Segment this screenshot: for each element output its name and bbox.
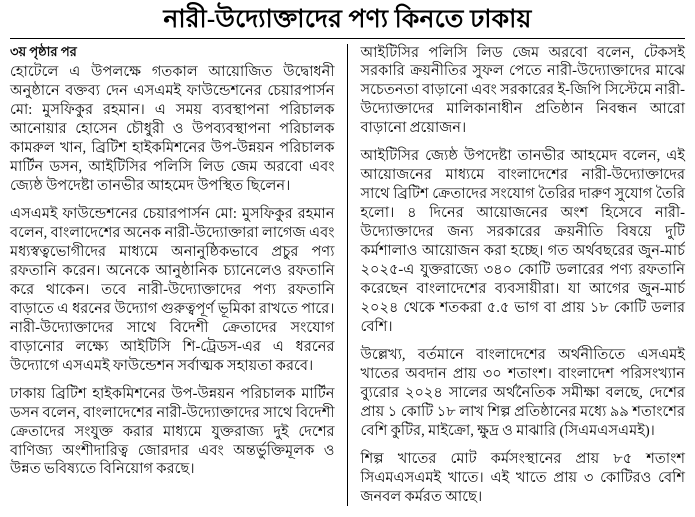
left-column (10, 44, 348, 506)
paragraph: আইটিসির পলিসি লিড জেম অরবো বলেন, টেকসই সরকারি ক্রয়নীতির সুফল পেতে নারী-উদ্যোক্তাদের মাঝে সচেতনতা বাড়ানো এবং সরকারের ই-জিপি সিস্টেমে নারী-উদ্যোক্তাদের মালিকানাধীন প্রতিষ্ঠান নিবন্ধন আরো বাড়ানো প্রয়োজন। (360, 44, 685, 137)
page-title: নারী-উদ্যোক্তাদের পণ্য কিনতে ঢাকায় (163, 6, 532, 33)
paragraph: এসএমই ফাউন্ডেশনের চেয়ারপার্সন মো: মুসফিকুর রহমান বলেন, বাংলাদেশের অনেক নারী-উদ্যোক্তারা লাগেজ এবং মধ্যস্বত্বভোগীদের মাধ্যমে অনানুষ্ঠিকভাবে প্রচুর পণ্য রফতানি করেন। অনেকে আনুষ্ঠানিক চ্যানেলেও রফতানি করে থাকেন। তবে নারী-উদ্যোক্তাদের পণ্য রফতানি বাড়াতে এ ধরনের উদ্যোগ গুরুত্বপূর্ণ ভূমিকা রাখতে পারে। নারী-উদ্যোক্তাদের সাথে বিদেশী ক্রেতাদের সংযোগ বাড়ানোর লক্ষ্যে আইটিসি শি-ট্রেডস-এর এ ধরনের উদ্যোগে এসএমই ফাউন্ডেশন সর্বাত্মক সহায়তা করবে। (10, 205, 335, 374)
article-columns (10, 44, 685, 506)
paragraph: হোটেলে এ উপলক্ষে গতকাল আয়োজিত উদ্বোধনী অনুষ্ঠানে বক্তব্য দেন এসএমই ফাউন্ডেশনের চেয়ারপার্সন মো: মুসফিকুর রহমান। এ সময় ব্যবস্থাপনা পরিচালক আনোয়ার হোসেন চৌধুরী ও উপব্যবস্থাপনা পরিচালক কামরুল খান, ব্রিটিশ হাইকমিশনের উপ-উন্নয়ন পরিচালক মার্টিন ডসন, আইটিসির পলিসি লিড জেম অরবো এবং জ্যেষ্ঠ উপদেষ্টা তানভীর আহমেদ উপস্থিত ছিলেন। (10, 64, 335, 194)
continuation-kicker: ৩য় পৃষ্ঠার পর (10, 43, 77, 59)
paragraph: ঢাকায় ব্রিটিশ হাইকমিশনের উপ-উন্নয়ন পরিচালক মার্টিন ডসন বলেন, বাংলাদেশের নারী-উদ্যোক্তাদের সাথে বিদেশী ক্রেতাদের সংযুক্ত করার মাধ্যমে যুক্তরাজ্য দুই দেশের বাণিজ্য অংশীদারিত্ব জোরদার এবং অন্তর্ভুক্তিমূলক ও উন্নত ভবিষ্যতে বিনিয়োগ করছে। (10, 385, 335, 478)
right-column (348, 44, 686, 506)
paragraph: উল্লেখ্য, বর্তমানে বাংলাদেশের অর্থনীতিতে এসএমই খাতের অবদান প্রায় ৩০ শতাংশ। বাংলাদেশ পরিসংখ্যান ব্যুরোর ২০২৪ সালের অর্থনৈতিক সমীক্ষা বলছে, দেশের প্রায় ১ কোটি ১৮ লাখ শিল্প প্রতিষ্ঠানের মধ্যে ৯৯ শতাংশের বেশি কুটির, মাইক্রো, ক্ষুদ্র ও মাঝারি (সিএমএসএমই)। (360, 347, 685, 439)
paragraph: শিল্প খাতের মোট কর্মসংস্থানের প্রায় ৮৫ শতাংশ সিএমএসএমই খাতে। এই খাতে প্রায় ৩ কোটিরও বেশি জনবল কর্মরত আছে। (360, 450, 685, 505)
paragraph: আইটিসির জ্যেষ্ঠ উপদেষ্টা তানভীর আহমেদ বলেন, এই আয়োজনের মাধ্যমে বাংলাদেশের নারী-উদ্যোক্তাদের সাথে ব্রিটিশ ক্রেতাদের সংযোগ তৈরির দারুণ সুযোগ তৈরি হলো। ৪ দিনের আয়োজনের অংশ হিসেবে নারী-উদ্যোক্তাদের জন্য সরকারের ক্রয়নীতি বিষয়ে দুটি কর্মশালাও আয়োজন করা হচ্ছে। গত অর্থবছরের জুন-মার্চ ২০২৫-এ যুক্তরাজ্যে ৩৪০ কোটি ডলারের পণ্য রফতানি করেছেন বাংলাদেশের ব্যবসায়ীরা। যা আগের জুন-মার্চ ২০২৪ থেকে শতকরা ৫.৫ ভাগ বা প্রায় ১৮ কোটি ডলার বেশি। (360, 148, 685, 336)
headline-divider (10, 38, 685, 39)
